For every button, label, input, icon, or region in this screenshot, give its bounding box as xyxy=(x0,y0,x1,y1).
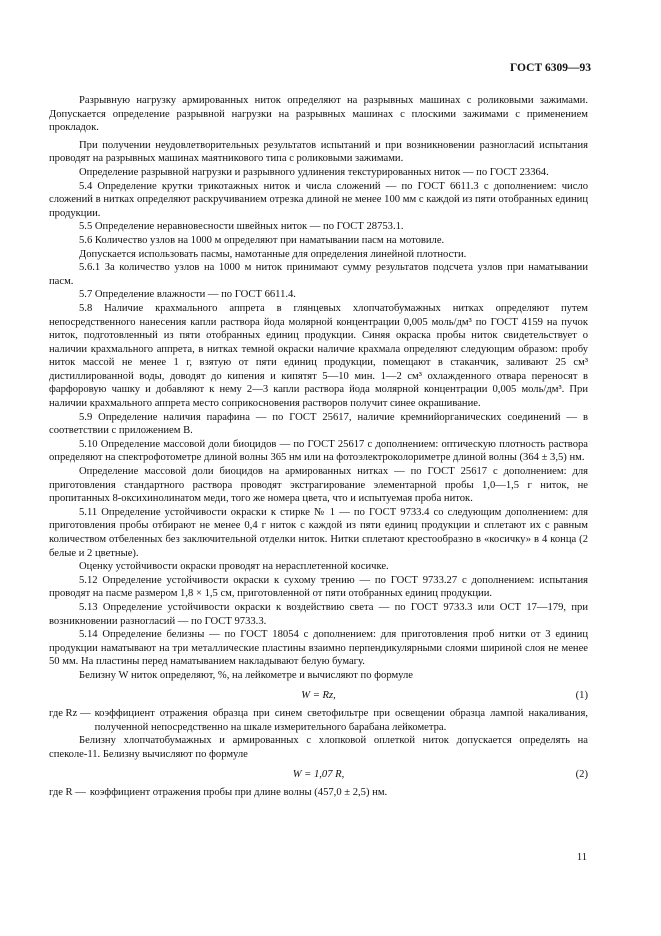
formula-2-legend xyxy=(49,786,588,800)
formula-number: (2) xyxy=(575,768,588,780)
paragraph: Разрывную нагрузку армированных ниток определяют на разрывных машинах с роликовыми зажимами. Допускается определение разрывной нагрузки на разрывных машинах с плоскими зажимами с применением прокладок. xyxy=(49,95,588,134)
legend-text: коэффициент отражения образца при синем светофильтре при освещении образца лампой накаливания, полученной непосредственно на шкале измерительного барабана лейкометра. xyxy=(94,708,588,733)
paragraph: 5.12 Определение устойчивости окраски к сухому трению — по ГОСТ 9733.27 с дополнением: испытания проводят на пасме размером 1,8 × 1,5 см, приготовленной от пяти отобранных единиц продукции. xyxy=(49,574,588,600)
paragraph: 5.8 Наличие крахмального аппрета в глянцевых хлопчатобумажных нитках определяют путем непосредственного нанесения капли раствора йода молярной концентрации 0,005 моль/дм³ по ГОСТ 4159 на пучок ниток, подготовленный из пяти отобранных единиц продукции. Синяя окраска пробы ниток свидетельствует о наличии крахмального аппрета, в нитках темной окраски наличие крахмала определяют следующим образом: пробу ниток массой не менее 1 г, взятую от пяти единиц продукции, помещают в стаканчик, заливают 25 см³ дистиллированной воды, доводят до кипения и кипятят 5—10 мин. 1—2 см³ охлажденного отвара переносят в фарфоровую чашку и добавляют к нему 2—3 капли раствора йода молярной концентрации 0,005 моль/дм³. При наличии крахмального аппрета место соприкосновения растворов получит синее окрашивание. xyxy=(49,302,588,410)
formula-expression: W = 1,07 R, xyxy=(292,768,345,780)
formula-number: (1) xyxy=(575,689,588,701)
legend-label: где R — xyxy=(49,787,86,799)
paragraph: 5.10 Определение массовой доли биоцидов — по ГОСТ 25617 с дополнением: оптическую плотность раствора определяют на спектрофотометре длиной волны 365 нм или на фотоэлектроколориметре длиной волны (364 ± 3,5) нм. xyxy=(49,438,588,464)
paragraph: 5.13 Определение устойчивости окраски к воздействию света — по ГОСТ 9733.3 или ОСТ 17—179, при возникновении разногласий — по ГОСТ 9733.3. xyxy=(49,601,588,627)
formula-1 xyxy=(49,689,588,703)
paragraph: Допускается использовать пасмы, намотанные для определения линейной плотности. xyxy=(79,248,467,260)
paragraph: Белизну W ниток определяют, %, на лейкометре и вычисляют по формуле xyxy=(79,669,413,681)
paragraph: 5.4 Определение крутки трикотажных ниток и числа сложений — по ГОСТ 6611.3 с дополнением: число сложений в нитках определяют раскручиванием отрезка длиной не менее 100 мм с каждой из пяти отобранных единиц продукции. xyxy=(49,180,588,219)
page-number: 11 xyxy=(576,852,587,863)
formula-2 xyxy=(49,768,588,782)
paragraph: 5.14 Определение белизны — по ГОСТ 18054 с дополнением: для приготовления проб нитки от 3 единиц продукции наматывают на три металлические пластины взаимно перпендикулярными слоями шириной слоя не менее 50 мм. На пластины перед наматыванием накладывают белую бумагу. xyxy=(49,629,588,668)
paragraph: Оценку устойчивости окраски проводят на нерасплетенной косичке. xyxy=(79,561,389,573)
paragraph: Определение массовой доли биоцидов на армированных нитках — по ГОСТ 25617 с дополнением: для приготовления стандартного раствора проводят экстрагирование элементарной пробы 1,0—1,5 г ниток, не пропитанных 8-оксихинолинатом меди, того же номера цвета, что и испытуемая проба ниток. xyxy=(49,466,588,505)
paragraph: 5.9 Определение наличия парафина — по ГОСТ 25617, наличие кремнийорганических соединений — в соответствии с приложением В. xyxy=(49,411,588,437)
legend-text: коэффициент отражения пробы при длине волны (457,0 ± 2,5) нм. xyxy=(89,787,388,799)
legend-label: где Rz — xyxy=(49,708,91,720)
paragraph: 5.6.1 За количество узлов на 1000 м ниток принимают сумму результатов подсчета узлов при наматывании пасм. xyxy=(49,262,588,287)
document-header: ГОСТ 6309—93 xyxy=(510,62,591,74)
paragraph: 5.6 Количество узлов на 1000 м определяют при наматывании пасм на мотовиле. xyxy=(79,234,445,246)
paragraph: Белизну хлопчатобумажных и армированных с хлопковой оплеткой ниток допускается определять на спеколе-11. Белизну вычисляют по формуле xyxy=(49,735,588,760)
formula-1-legend xyxy=(49,707,588,734)
paragraph: Определение разрывной нагрузки и разрывного удлинения текстурированных ниток — по ГОСТ 23364. xyxy=(79,166,549,178)
document-body xyxy=(49,94,588,800)
formula-expression: W = Rz, xyxy=(301,689,336,701)
paragraph: 5.5 Определение неравновесности швейных ниток — по ГОСТ 28753.1. xyxy=(79,221,404,233)
paragraph: При получении неудовлетворительных результатов испытаний и при возникновении разногласий испытания проводят на разрывных машинах маятникового типа с роликовыми зажимами. xyxy=(49,139,588,165)
paragraph: 5.7 Определение влажности — по ГОСТ 6611.4. xyxy=(79,289,296,301)
paragraph: 5.11 Определение устойчивости окраски к стирке № 1 — по ГОСТ 9733.4 со следующим дополнением: для приготовления пробы отбирают не менее 0,4 г ниток с каждой из пяти единиц продукции и сплетают их с равным количеством отбеленных без заключительной отделки ниток. Нитки сплетают крестообразно в «косичку» в 4 конца (2 белые и 2 цветные). xyxy=(49,506,588,559)
